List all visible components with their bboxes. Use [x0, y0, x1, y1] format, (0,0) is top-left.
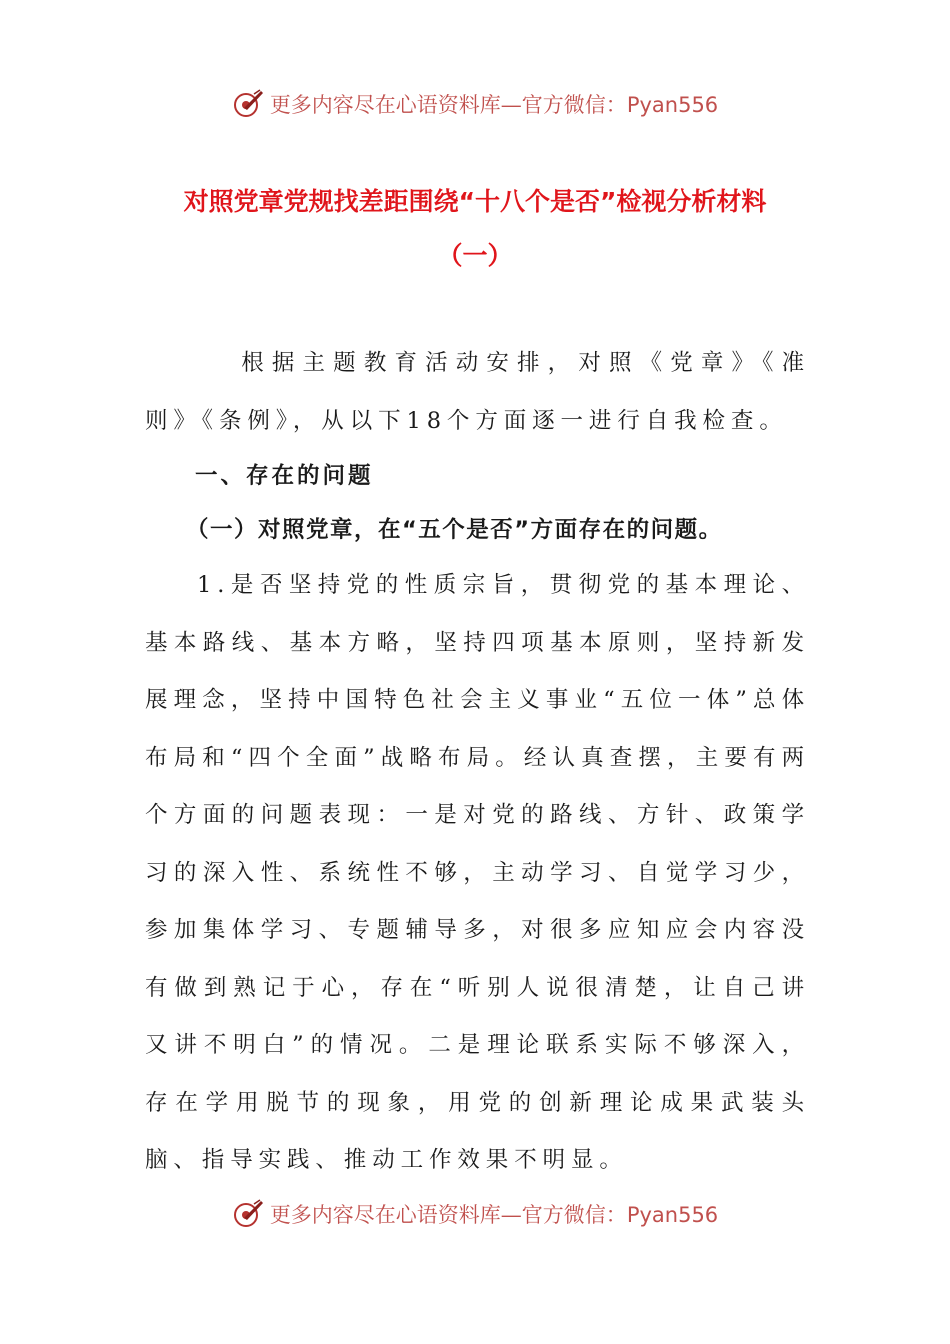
watermark-text [270, 1203, 718, 1227]
watermark-wechat-id: Pyan556 [626, 93, 719, 117]
watermark-wechat-id: Pyan556 [626, 1203, 719, 1227]
subsection-heading: （一）对照党章，在“五个是否”方面存在的问题。 [186, 517, 723, 543]
watermark-label: 更多内容尽在心语资料库—官方微信： [269, 1203, 627, 1227]
document-title-number: （一） [437, 241, 513, 270]
footer-watermark [0, 1198, 950, 1230]
intro-paragraph [145, 335, 810, 450]
item-text: 1.是否坚持党的性质宗旨，贯彻党的基本理论、基本路线、基本方略，坚持四项基本原则，坚持新发展理念，坚持中国特色社会主义事业“五位一体”总体布局和“四个全面”战略布局。经认真查摆，主要有两个方面的问题表现：一是对党的路线、方针、政策学习的深入性、系统性不够，主动学习、自觉学习少，参加集体学习、专题辅导多，对很多应知应会内容没有做到熟记于心，存在“听别人说很清楚，让自己讲又讲不明白”的情况。二是理论联系实际不够深入，存在学用脱节的现象，用党的创新理论成果武装头脑、指导实践、推动工作效果不明显。 [145, 572, 810, 1173]
item-paragraph [145, 557, 810, 1190]
header-watermark [0, 88, 950, 120]
watermark-text [270, 93, 718, 117]
quill-pen-circle-icon [232, 88, 264, 120]
watermark-label: 更多内容尽在心语资料库—官方微信： [269, 93, 627, 117]
intro-text: 根据主题教育活动安排，对照《党章》《准则》《条例》，从以下18个方面逐一进行自我检查。 [145, 350, 810, 434]
section-heading: 一、存在的问题 [195, 463, 374, 489]
document-title: 对照党章党规找差距围绕“十八个是否”检视分析材料 [183, 187, 767, 216]
quill-pen-circle-icon [232, 1198, 264, 1230]
